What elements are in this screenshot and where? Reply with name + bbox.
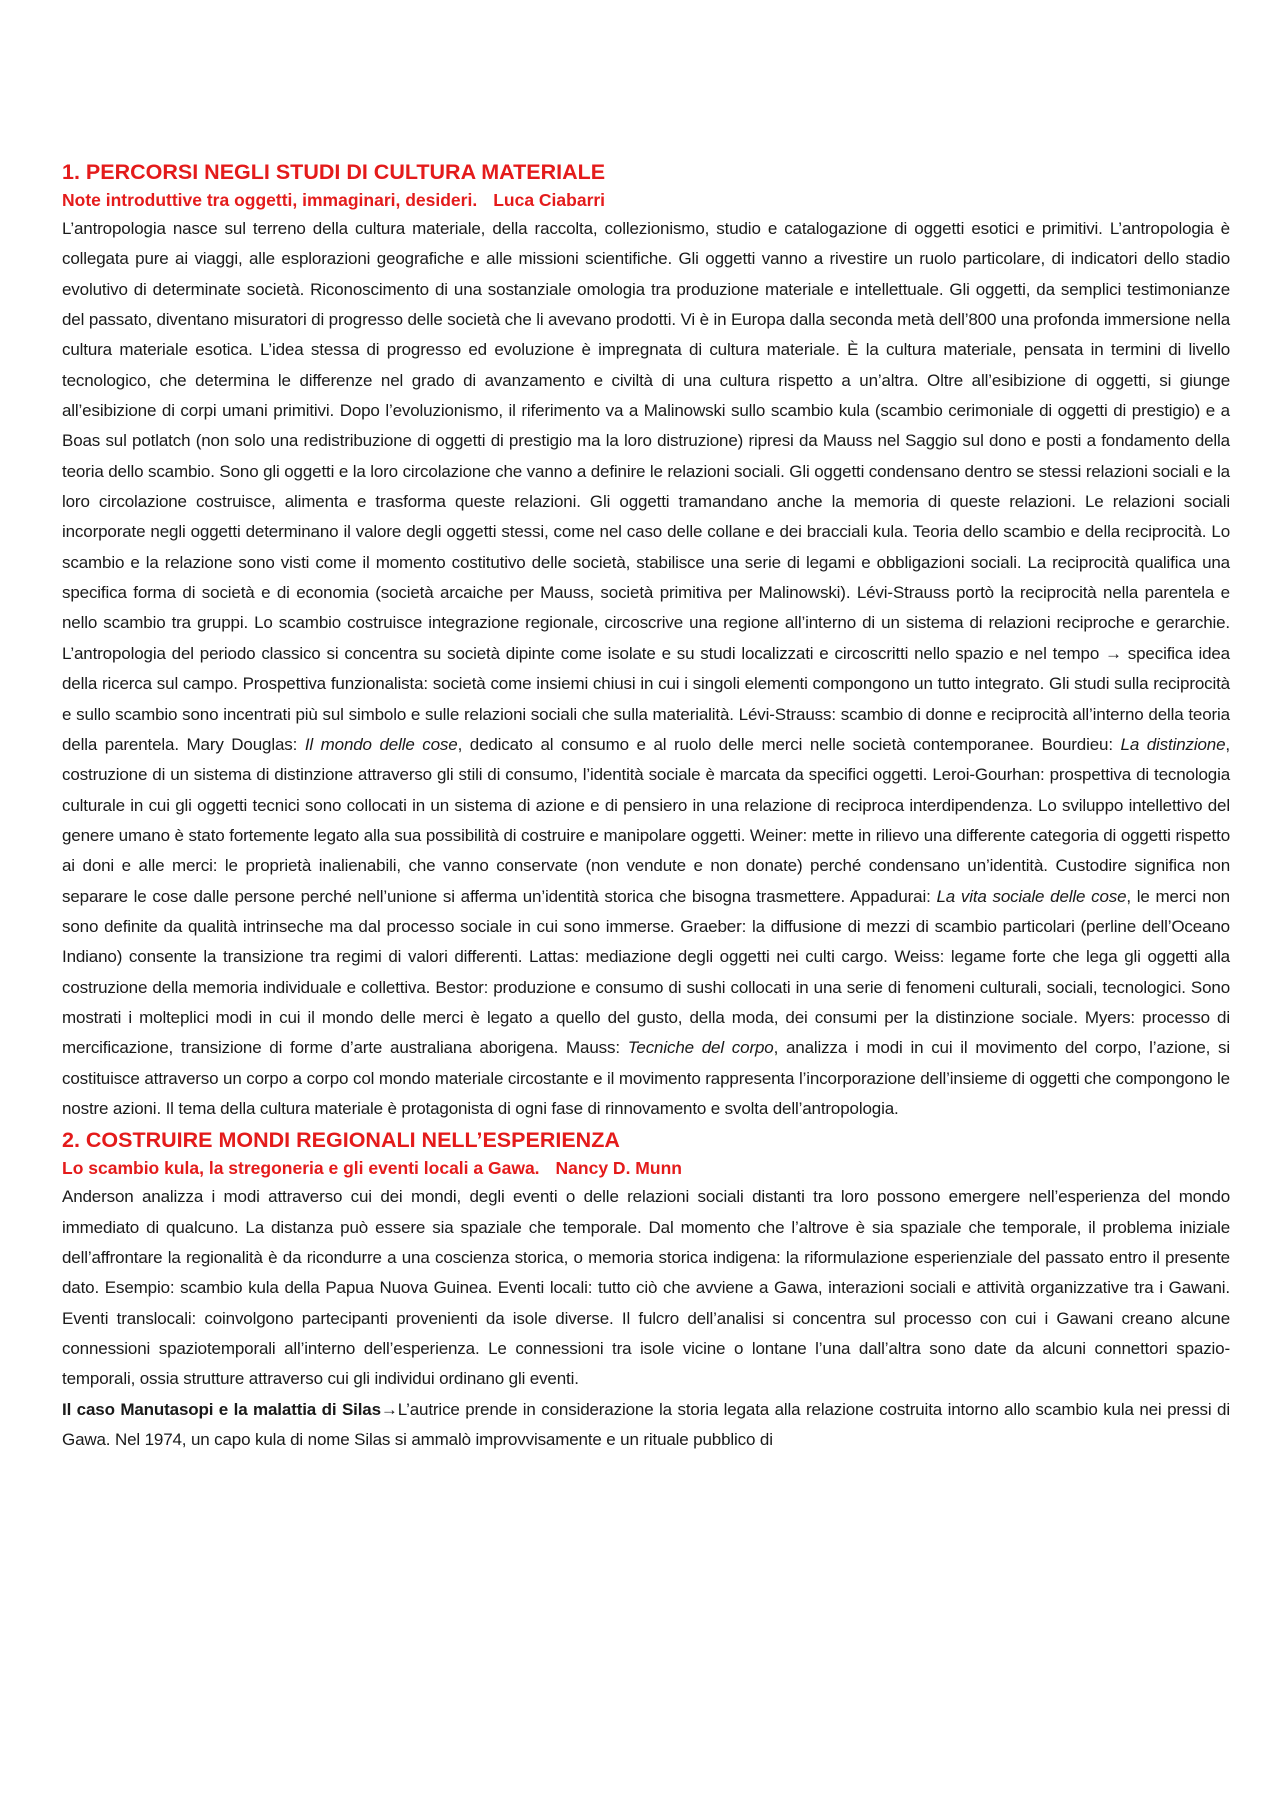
- section-2-body: Anderson analizza i modi attraverso cui dei mondi, degli eventi o delle relazioni sociali distanti tra loro possono emergere nell’esperienza del mondo immediato di qualcuno. La distanza può essere sia spaziale che temporale. Dal momento che l’altrove è sia spaziale che temporale, il problema iniziale dell’affrontare la regionalità è da ricondurre a una coscienza storica, o memoria storica indigena: la riformulazione esperienziale del passato entro il presente dato. Esempio: scambio kula della Papua Nuova Guinea. Eventi locali: tutto ciò che avviene a Gawa, interazioni sociali e attività organizzative tra i Gawani. Eventi translocali: coinvolgono partecipanti provenienti da isole diverse. Il fulcro dell’analisi si concentra sul processo con cui i Gawani creano alcune connessioni spaziotemporali all’interno dell’esperienza. Le connessioni tra isole vicine o lontane l’una dall’altra sono date da alcuni connettori spazio-temporali, ossia strutture attraverso cui gli individui ordinano gli eventi.: [62, 1187, 1230, 1389]
- case-lead: Il caso Manutasopi e la malattia di Silas: [62, 1399, 381, 1419]
- section-2-subtitle: Lo scambio kula, la stregoneria e gli eventi locali a Gawa.: [62, 1158, 540, 1179]
- section-1-heading: 1. PERCORSI NEGLI STUDI DI CULTURA MATERIALE: [62, 160, 606, 184]
- body-run: specifica idea della ricerca sul campo. Prospettiva funzionalista: società come insiemi chiusi in cui i singoli elementi compongono un tutto integrato. Gli studi sulla reciprocità e sullo scambio sono incentrati più sul simbolo e sulle relazioni sociali che sulla materialità. Lévi-Strauss: scambio di donne e reciprocità all’interno della teoria della parentela. Mary Douglas:: [62, 643, 1230, 754]
- book-title: La distinzione: [1120, 734, 1226, 754]
- section-2-author: Nancy D. Munn: [555, 1158, 682, 1179]
- body-run: , dedicato al consumo e al ruolo delle merci nelle società contemporanee. Bourdieu:: [457, 734, 1121, 754]
- body-run: , costruzione di un sistema di distinzione attraverso gli stili di consumo, l’identità sociale è marcata da specifici oggetti. Leroi-Gourhan: prospettiva di tecnologia culturale in cui gli oggetti tecnici sono collocati in un sistema di azione e di pensiero in una relazione di reciproca interdipendenza. Lo sviluppo intellettivo del genere umano è stato fortemente legato alla sua possibilità di costruire e manipolare oggetti. Weiner: mette in rilievo una differente categoria di oggetti rispetto ai doni e alle merci: le proprietà inalienabili, che vanno conservate (non vendute e non donate) perché condensano un’identità. Custodire significa non separare le cose dalle persone perché nell’unione si afferma un’identità storica che bisogna trasmettere. Appadurai:: [62, 734, 1230, 906]
- body-run: , analizza i modi in cui il movimento del corpo, l’azione, si costituisce attraverso un corpo a corpo col mondo materiale circostante e il movimento rappresenta l’incorporazione dell’insieme di oggetti che compongono le nostre azioni. Il tema della cultura materiale è protagonista di ogni fase di rinnovamento e svolta dell’antropologia.: [62, 1038, 1230, 1118]
- section-1-body: [62, 214, 1230, 1124]
- body-run: , le merci non sono definite da qualità intrinseche ma dal processo sociale in cui sono immerse. Graeber: la diffusione di mezzi di scambio particolari (perline dell’Oceano Indiano) consente la transizione tra regimi di valori differenti. Lattas: mediazione degli oggetti nei culti cargo. Weiss: legame forte che lega gli oggetti alla costruzione della memoria individuale e collettiva. Bestor: produzione e consumo di sushi collocati in una serie di fenomeni culturali, sociali, tecnologici. Sono mostrati i molteplici modi in cui il mondo delle merci è legato a quello del gusto, della moda, dei consumi per la distinzione sociale. Myers: processo di mercificazione, transizione di forme d’arte australiana aborigena. Mauss:: [62, 886, 1230, 1058]
- case-body: L’autrice prende in considerazione la storia legata alla relazione costruita intorno allo scambio kula nei pressi di Gawa. Nel 1974, un capo kula di nome Silas si ammalò improvvisamente e un rituale pubblico di: [62, 1399, 1230, 1450]
- arrow-icon: →: [1105, 643, 1122, 663]
- section-2-heading: 2. COSTRUIRE MONDI REGIONALI NELL’ESPERIENZA: [62, 1128, 620, 1153]
- body-run: L’antropologia nasce sul terreno della cultura materiale, della raccolta, collezionismo, studio e catalogazione di oggetti esotici e primitivi. L’antropologia è collegata pure ai viaggi, alle esplorazioni geografiche e alle missioni scientifiche. Gli oggetti vanno a rivestire un ruolo particolare, di indicatori dello stadio evolutivo di determinate società. Riconoscimento di una sostanziale omologia tra produzione materiale e intellettuale. Gli oggetti, da semplici testimonianze del passato, diventano misuratori di progresso delle società che li avevano prodotti. Vi è in Europa dalla seconda metà dell’800 una profonda immersione nella cultura materiale esotica. L’idea stessa di progresso ed evoluzione è impregnata di cultura materiale. È la cultura materiale, pensata in termini di livello tecnologico, che determina le differenze nel grado di avanzamento e civiltà di una cultura rispetto a un’altra. Oltre all’esibizione di oggetti, si giunge all’esibizione di corpi umani primitivi. Dopo l’evoluzionismo, il riferimento va a Malinowski sullo scambio kula (scambio cerimoniale di oggetti di prestigio) e a Boas sul potlatch (non solo una redistribuzione di oggetti di prestigio ma la loro distruzione) ripresi da Mauss nel Saggio sul dono e posti a fondamento della teoria dello scambio. Sono gli oggetti e la loro circolazione che vanno a definire le relazioni sociali. Gli oggetti condensano dentro se stessi relazioni sociali e la loro circolazione costruisce, alimenta e trasforma queste relazioni. Gli oggetti tramandano anche la memoria di queste relazioni. Le relazioni sociali incorporate negli oggetti determinano il valore degli oggetti stessi, come nel caso delle collane e dei bracciali kula. Teoria dello scambio e della reciprocità. Lo scambio e la relazione sono visti come il momento costitutivo delle società, stabilisce una serie di legami e obbligazioni sociali. La reciprocità qualifica una specifica forma di società e di economia (società arcaiche per Mauss, società primitiva per Malinowski). Lévi-Strauss portò la reciprocità nella parentela e nello scambio tra gruppi. Lo scambio costruisce integrazione regionale, circoscrive una regione all’interno di un sistema di relazioni reciproche e gerarchie. L’antropologia del periodo classico si concentra su società dipinte come isolate e su studi localizzati e circoscritti nello spazio e nel tempo: [62, 219, 1230, 663]
- book-title: Il mondo delle cose: [304, 734, 458, 754]
- case-paragraph: [62, 1395, 1230, 1456]
- book-title: Tecniche del corpo: [627, 1038, 774, 1058]
- section-2-subtitle-line: [62, 1155, 1230, 1182]
- section-1-author: Luca Ciabarri: [493, 190, 606, 210]
- section-1-subtitle-line: [62, 187, 1230, 214]
- section-1-subtitle: Note introduttive tra oggetti, immaginari, desideri.: [62, 190, 478, 210]
- arrow-icon: →: [380, 1399, 398, 1419]
- document-page: [62, 157, 1230, 1455]
- book-title: La vita sociale delle cose: [936, 886, 1127, 906]
